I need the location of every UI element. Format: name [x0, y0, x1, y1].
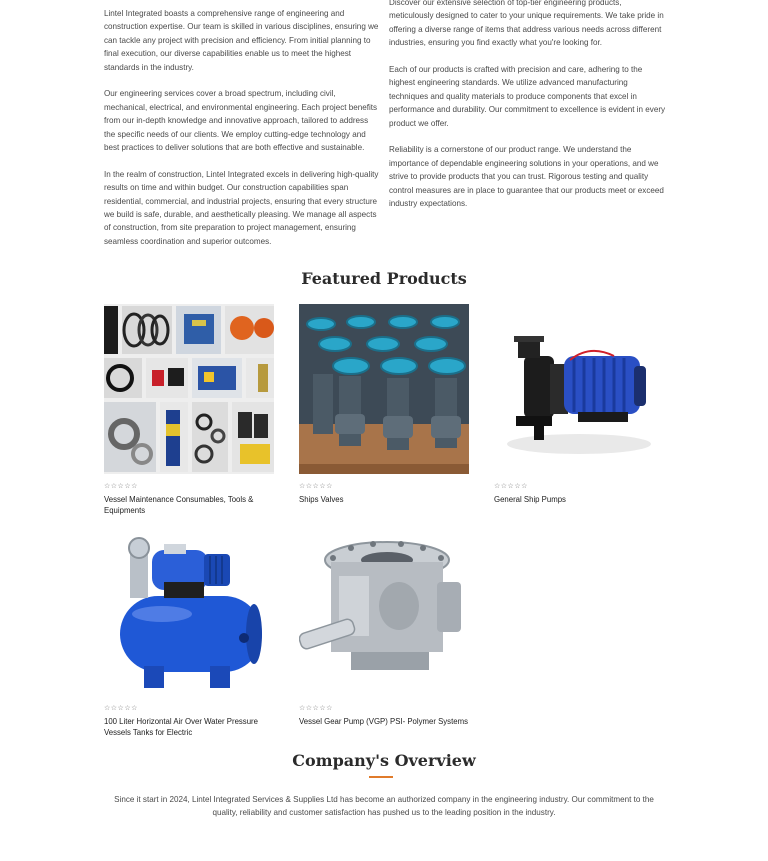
product-name[interactable]: Ships Valves [299, 495, 344, 504]
company-overview-title: Company's Overview [292, 751, 476, 770]
paragraph: In the realm of construction, Lintel Integrated excels in delivering high-quality results on time and within budget. Our construction capabilities span residential, commercial, and industrial projects, ensuring that every structure we build is safe, durable, and aesthetically pleasing. We manage all aspects of construction, from site preparation to project management, ensuring seamless coordination and superior outcomes. [104, 169, 379, 246]
product-image-pressure-tank[interactable] [104, 526, 274, 696]
paragraph: Lintel Integrated boasts a comprehensive range of engineering and construction expertise. Our team is skilled in various disciplines, ensuring we can tackle any project with precision and efficiency. From initial planning to final execution, our diverse capabilities enable us to meet the highest standards in the industry. [104, 9, 379, 72]
product-card[interactable] [494, 304, 664, 506]
company-overview-text: Since it start in 2024, Lintel Integrated Services & Supplies Ltd has become an authorized company in the engineering industry. Our commitment to the quality, reliability and customer satisfaction has pushed us to the leading position in the industry. [114, 795, 654, 818]
product-name[interactable]: 100 Liter Horizontal Air Over Water Pressure Vessels Tanks for Electric [104, 717, 258, 737]
rating-stars: ☆☆☆☆☆ [299, 705, 333, 712]
product-name[interactable]: Vessel Maintenance Consumables, Tools & Equipments [104, 495, 254, 515]
product-name[interactable]: General Ship Pumps [494, 495, 566, 504]
product-image-gear-pump[interactable] [299, 526, 469, 696]
product-card[interactable] [299, 526, 469, 728]
engineering-construction-text [104, 7, 380, 262]
paragraph: Our engineering services cover a broad spectrum, including civil, mechanical, electrical, and environmental engineering. Each project benefits from our in-depth knowledge and innovative approach, tailored to address the specific needs of our clients. We employ cutting-edge technology and best practices to deliver solutions that are both effective and sustainable. [104, 89, 378, 153]
product-image-consumables[interactable] [104, 304, 274, 474]
featured-products-title: Featured Products [301, 269, 467, 288]
product-image-pump[interactable] [494, 304, 664, 474]
paragraph: Reliability is a cornerstone of our product range. We understand the importance of dependable engineering solutions in your operations, and we strive to provide products that you can trust. Rigorous testing and quality control measures are in place to guarantee that our products meet or exceed industry expectations. [389, 145, 664, 209]
rating-stars: ☆☆☆☆☆ [104, 483, 138, 490]
paragraph: Each of our products is crafted with precision and care, adhering to the highest engineering standards. We utilize advanced manufacturing techniques and quality materials to produce components that excel in performance and durability. Our commitment to excellence is evident in every product we offer. [389, 65, 666, 128]
product-name[interactable]: Vessel Gear Pump (VGP) PSI- Polymer Systems [299, 717, 468, 726]
product-card[interactable] [104, 304, 274, 516]
product-image-valves[interactable] [299, 304, 469, 474]
rating-stars: ☆☆☆☆☆ [494, 483, 528, 490]
product-card[interactable] [299, 304, 469, 506]
rating-stars: ☆☆☆☆☆ [299, 483, 333, 490]
products-text [389, 0, 667, 224]
rating-stars: ☆☆☆☆☆ [104, 705, 138, 712]
product-card[interactable] [104, 526, 274, 738]
paragraph: Discover our extensive selection of top-tier engineering products, meticulously designed to cater to your unique requirements. We take pride in offering a diverse range of items that address various needs across different industries, ensuring you find exactly what you're looking for. [389, 0, 664, 48]
title-underline [369, 776, 393, 778]
